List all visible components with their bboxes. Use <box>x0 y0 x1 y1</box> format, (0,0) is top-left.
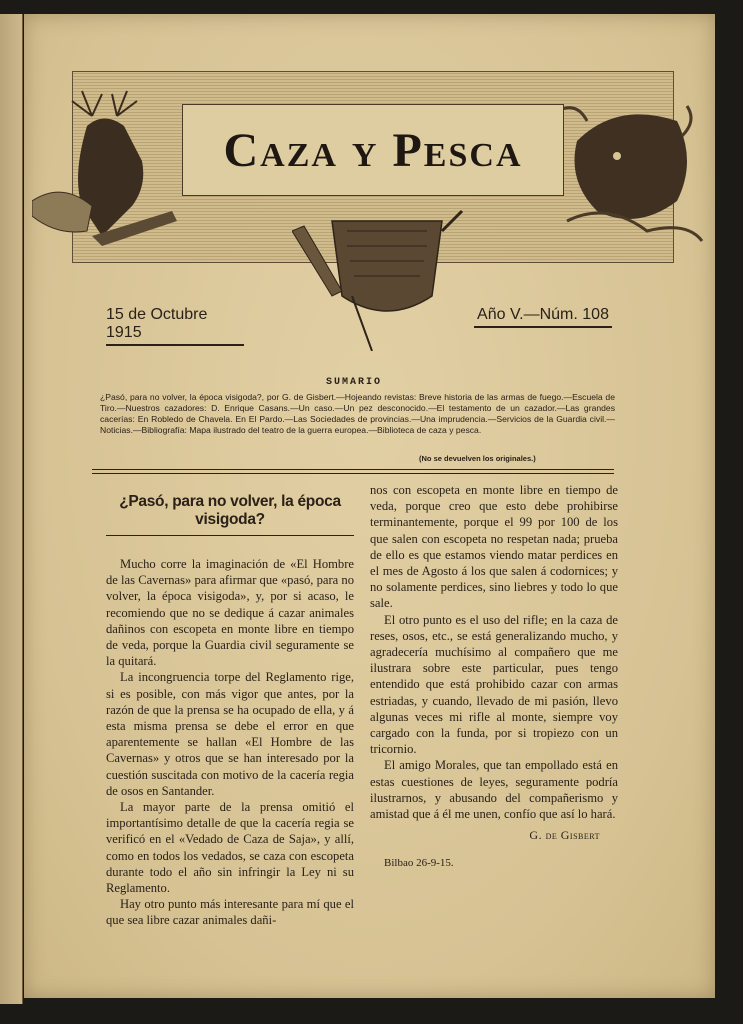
deer-head-illustration <box>32 86 182 256</box>
boar-head-illustration <box>547 91 707 251</box>
article-right-column <box>370 482 618 869</box>
sumario-heading: SUMARIO <box>325 377 382 388</box>
article-title: ¿Pasó, para no volver, la época visigoda? <box>106 493 354 536</box>
article-paragraph: La incongruencia torpe del Reglamento rige, si es posible, con más vigor que antes, por la razón de que la prensa se ha ocupado de ella, y á esta misma prensa se debe el error en que aparentemente se hallan «El Hombre de las Cavernas» y otros que se han interesado por la cuestión suscitada con motivo de la cacería regia de osos en Santander. <box>106 670 354 798</box>
issue-date: 15 de Octubre 1915 <box>106 306 244 346</box>
article-paragraph: Hay otro punto más interesante para mí que el que sea libre cazar animales dañi- <box>106 897 354 928</box>
sumario-note: (No se devuelven los originales.) <box>419 454 536 463</box>
hunting-gear-illustration <box>292 201 482 351</box>
article-paragraph: La mayor parte de la prensa omitió el importantísimo detalle de que la cacería regia se verificó en el «Vedado de Caza de Saja», y allí, como en todos los vedados, se caza con escopeta durante todo el año sin infringir la Ley ni su Reglamento. <box>106 800 354 896</box>
issue-number: Año V.—Núm. 108 <box>474 306 612 328</box>
article-paragraph: Mucho corre la imaginación de «El Hombre de las Cavernas» para afirmar que «pasó, para no volver, la época visigoda», y, por si acaso, le recomiendo que no se dedique á cazar animales dañinos con escopeta en monte libre en tiempo de veda, porque la Guardia civil seguramente se la quitará. <box>106 557 354 669</box>
sumario-contents: ¿Pasó, para no volver, la época visigoda?, por G. de Gisbert.—Hojeando revistas: Breve historia de las armas de fuego.—Escuela de Tiro.—Nuestros cazadores: D. Enrique Casans.—Un caso.—Un pez desconocido.—El testamento de un cazador.—Las grandes cacerías: En Robledo de Chavela. En El Pardo.—Las Sociedades de provincias.—Una imprudencia.—Servicios de la Guardia civil.—Noticias.—Bibliografía: Mapa ilustrado del teatro de la guerra europea.—Biblioteca de caza y pesca. <box>100 392 615 435</box>
masthead-title-plate <box>182 104 564 196</box>
masthead <box>72 71 672 261</box>
previous-page-edge <box>0 14 23 1004</box>
article-paragraph: El otro punto es el uso del rifle; en la caza de reses, osos, etc., se está generalizando mucho, y agradecería muchísimo al compañero que me ilustrara sobre este particular, pues tengo entendido que está prohibido cazar con armas estriadas, y cuando, llevado de mi pasión, llevo algunas veces mi rifle al monte, siempre voy cargado con la funda, por si tropiezo con un tricornio. <box>370 612 618 757</box>
article-left-column <box>106 479 354 929</box>
article-dateline: Bilbao 26-9-15. <box>384 857 454 870</box>
magazine-page <box>24 14 715 998</box>
masthead-title: Caza y Pesca <box>223 123 523 177</box>
double-rule-divider <box>92 469 614 474</box>
article-paragraph-continuation: nos con escopeta en monte libre en tiempo de veda, porque creo que esto debe prohibirse terminantemente, porque el 99 por 100 de los que salen con escopeta no respetan nada; prueba de ello es que estamos viendo matar perdices en el mes de Agosto á los que salen á codornices; y no solamente perdices, sino liebres y todo lo que sale. <box>370 483 618 611</box>
author-signature: G. de Gisbert <box>529 828 600 843</box>
article-paragraph: El amigo Morales, que tan empollado está en estas cuestiones de leyes, seguramente podría ilustrarnos, y abusando del compañerismo y amistad que á él me unen, confío que así lo hará. <box>370 758 618 822</box>
